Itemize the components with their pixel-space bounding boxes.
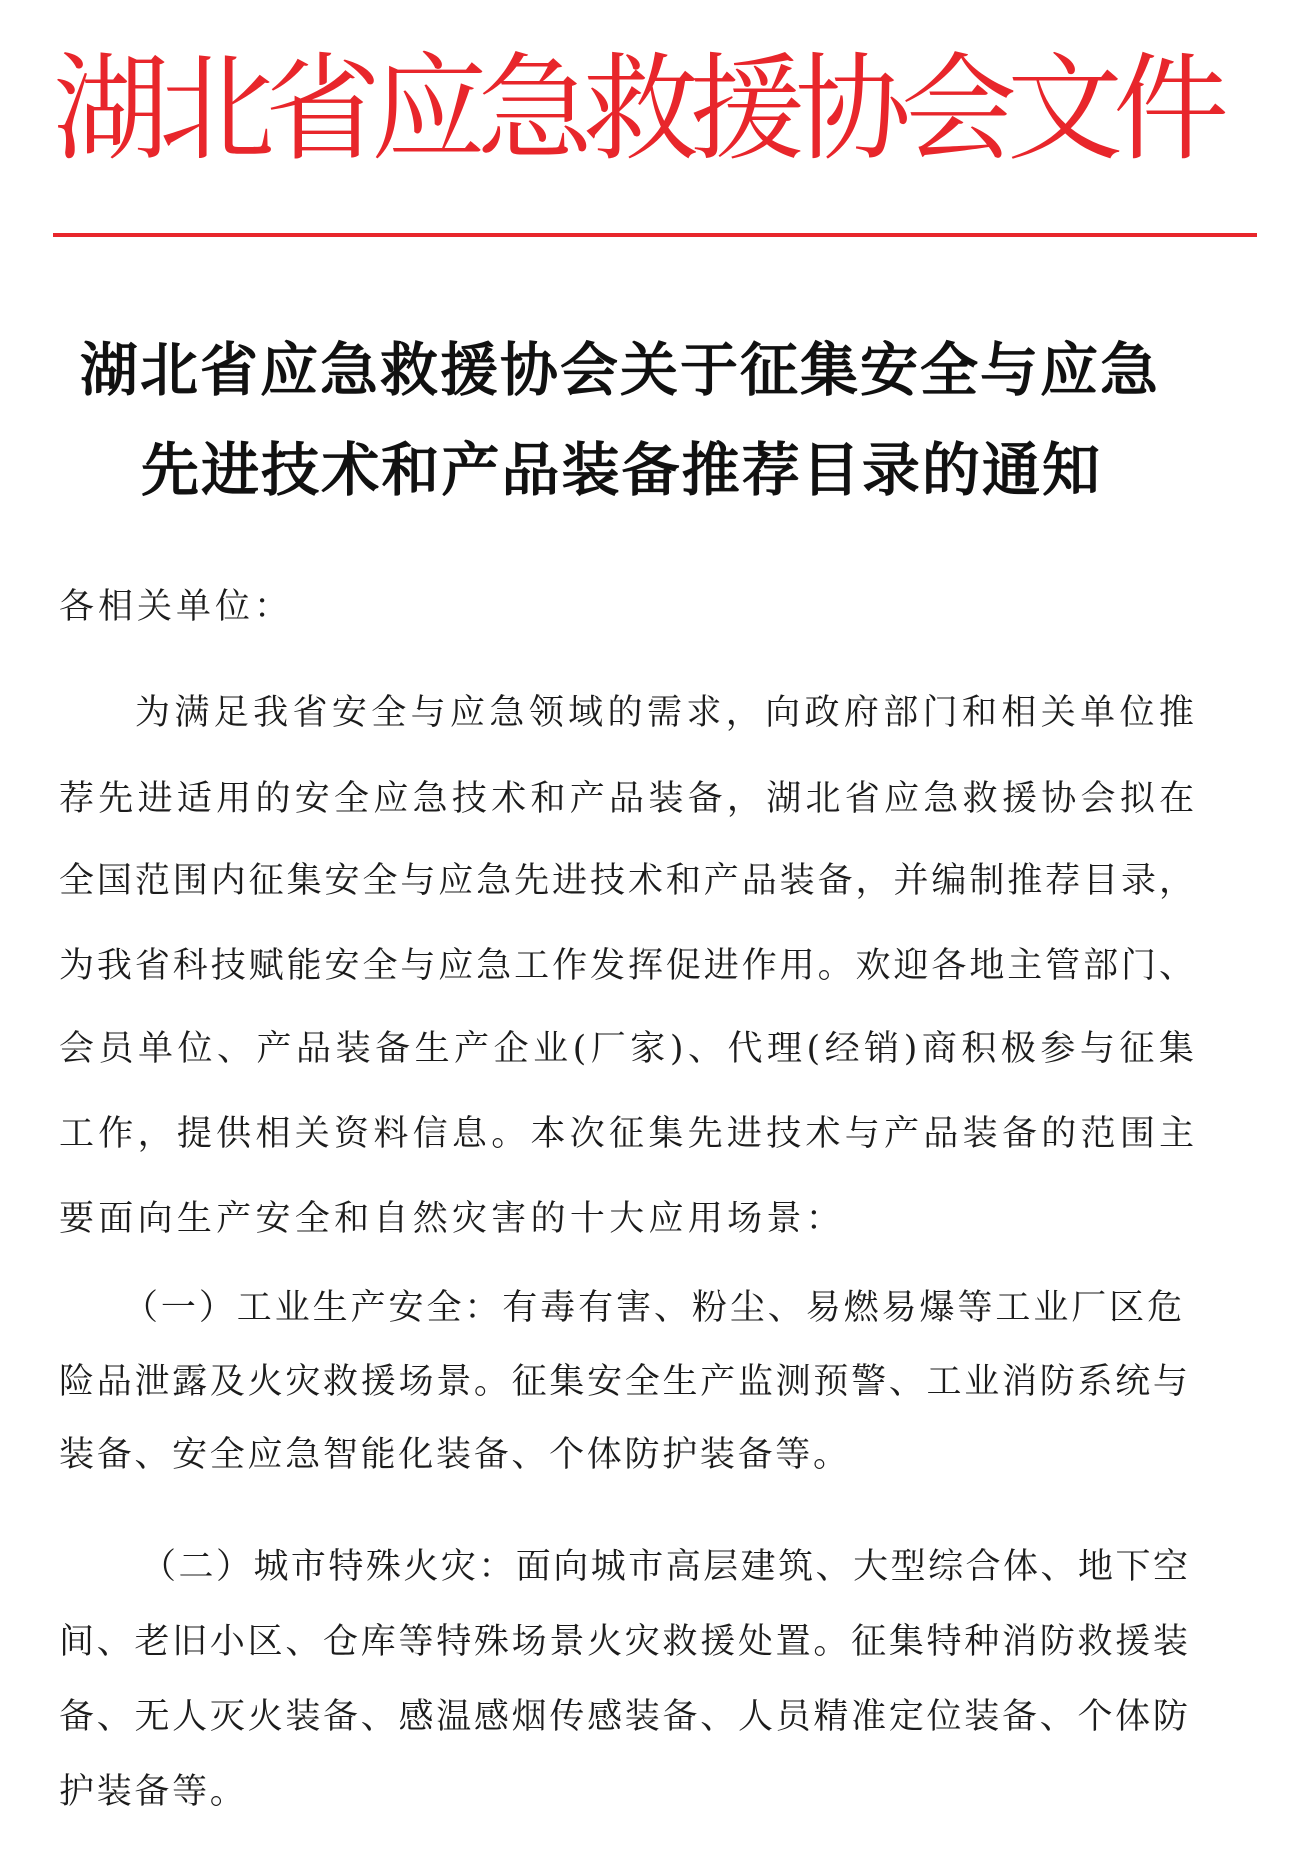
paragraph-line: 为满足我省安全与应急领域的需求，向政府部门和相关单位推 <box>135 693 1199 733</box>
paragraph-line: 为我省科技赋能安全与应急工作发挥促进作用。欢迎各地主管部门、 <box>59 946 1197 986</box>
paragraph-line: 备、无人灭火装备、感温感烟传感装备、人员精准定位装备、个体防 <box>59 1697 1191 1737</box>
issuer-header: 湖北省应急救援协会文件 <box>53 42 1219 177</box>
paragraph-line: 会员单位、产品装备生产企业(厂家)、代理(经销)商积极参与征集 <box>59 1029 1199 1069</box>
notice-title-line: 湖北省应急救援协会关于征集安全与应急 <box>80 336 1161 404</box>
paragraph-line: 装备、安全应急智能化装备、个体防护装备等。 <box>59 1435 851 1475</box>
paragraph-line: 险品泄露及火灾救援场景。征集安全生产监测预警、工业消防系统与 <box>59 1362 1191 1402</box>
paragraph-line: 要面向生产安全和自然灾害的十大应用场景： <box>59 1199 846 1239</box>
paragraph-line: （一）工业生产安全：有毒有害、粉尘、易燃易爆等工业厂区危 <box>123 1288 1186 1328</box>
paragraph-line: 荐先进适用的安全应急技术和产品装备，湖北省应急救援协会拟在 <box>59 779 1199 819</box>
paragraph-line: （二）城市特殊火灾：面向城市高层建筑、大型综合体、地下空 <box>141 1547 1191 1587</box>
notice-title-line: 先进技术和产品装备推荐目录的通知 <box>141 436 1103 504</box>
paragraph-line: 工作，提供相关资料信息。本次征集先进技术与产品装备的范围主 <box>59 1114 1199 1154</box>
header-red-rule <box>53 233 1257 237</box>
salutation: 各相关单位： <box>59 587 294 627</box>
paragraph-line: 护装备等。 <box>59 1772 248 1812</box>
paragraph-line: 全国范围内征集安全与应急先进技术和产品装备，并编制推荐目录， <box>59 861 1197 901</box>
paragraph-line: 间、老旧小区、仓库等特殊场景火灾救援处置。征集特种消防救援装 <box>59 1622 1191 1662</box>
